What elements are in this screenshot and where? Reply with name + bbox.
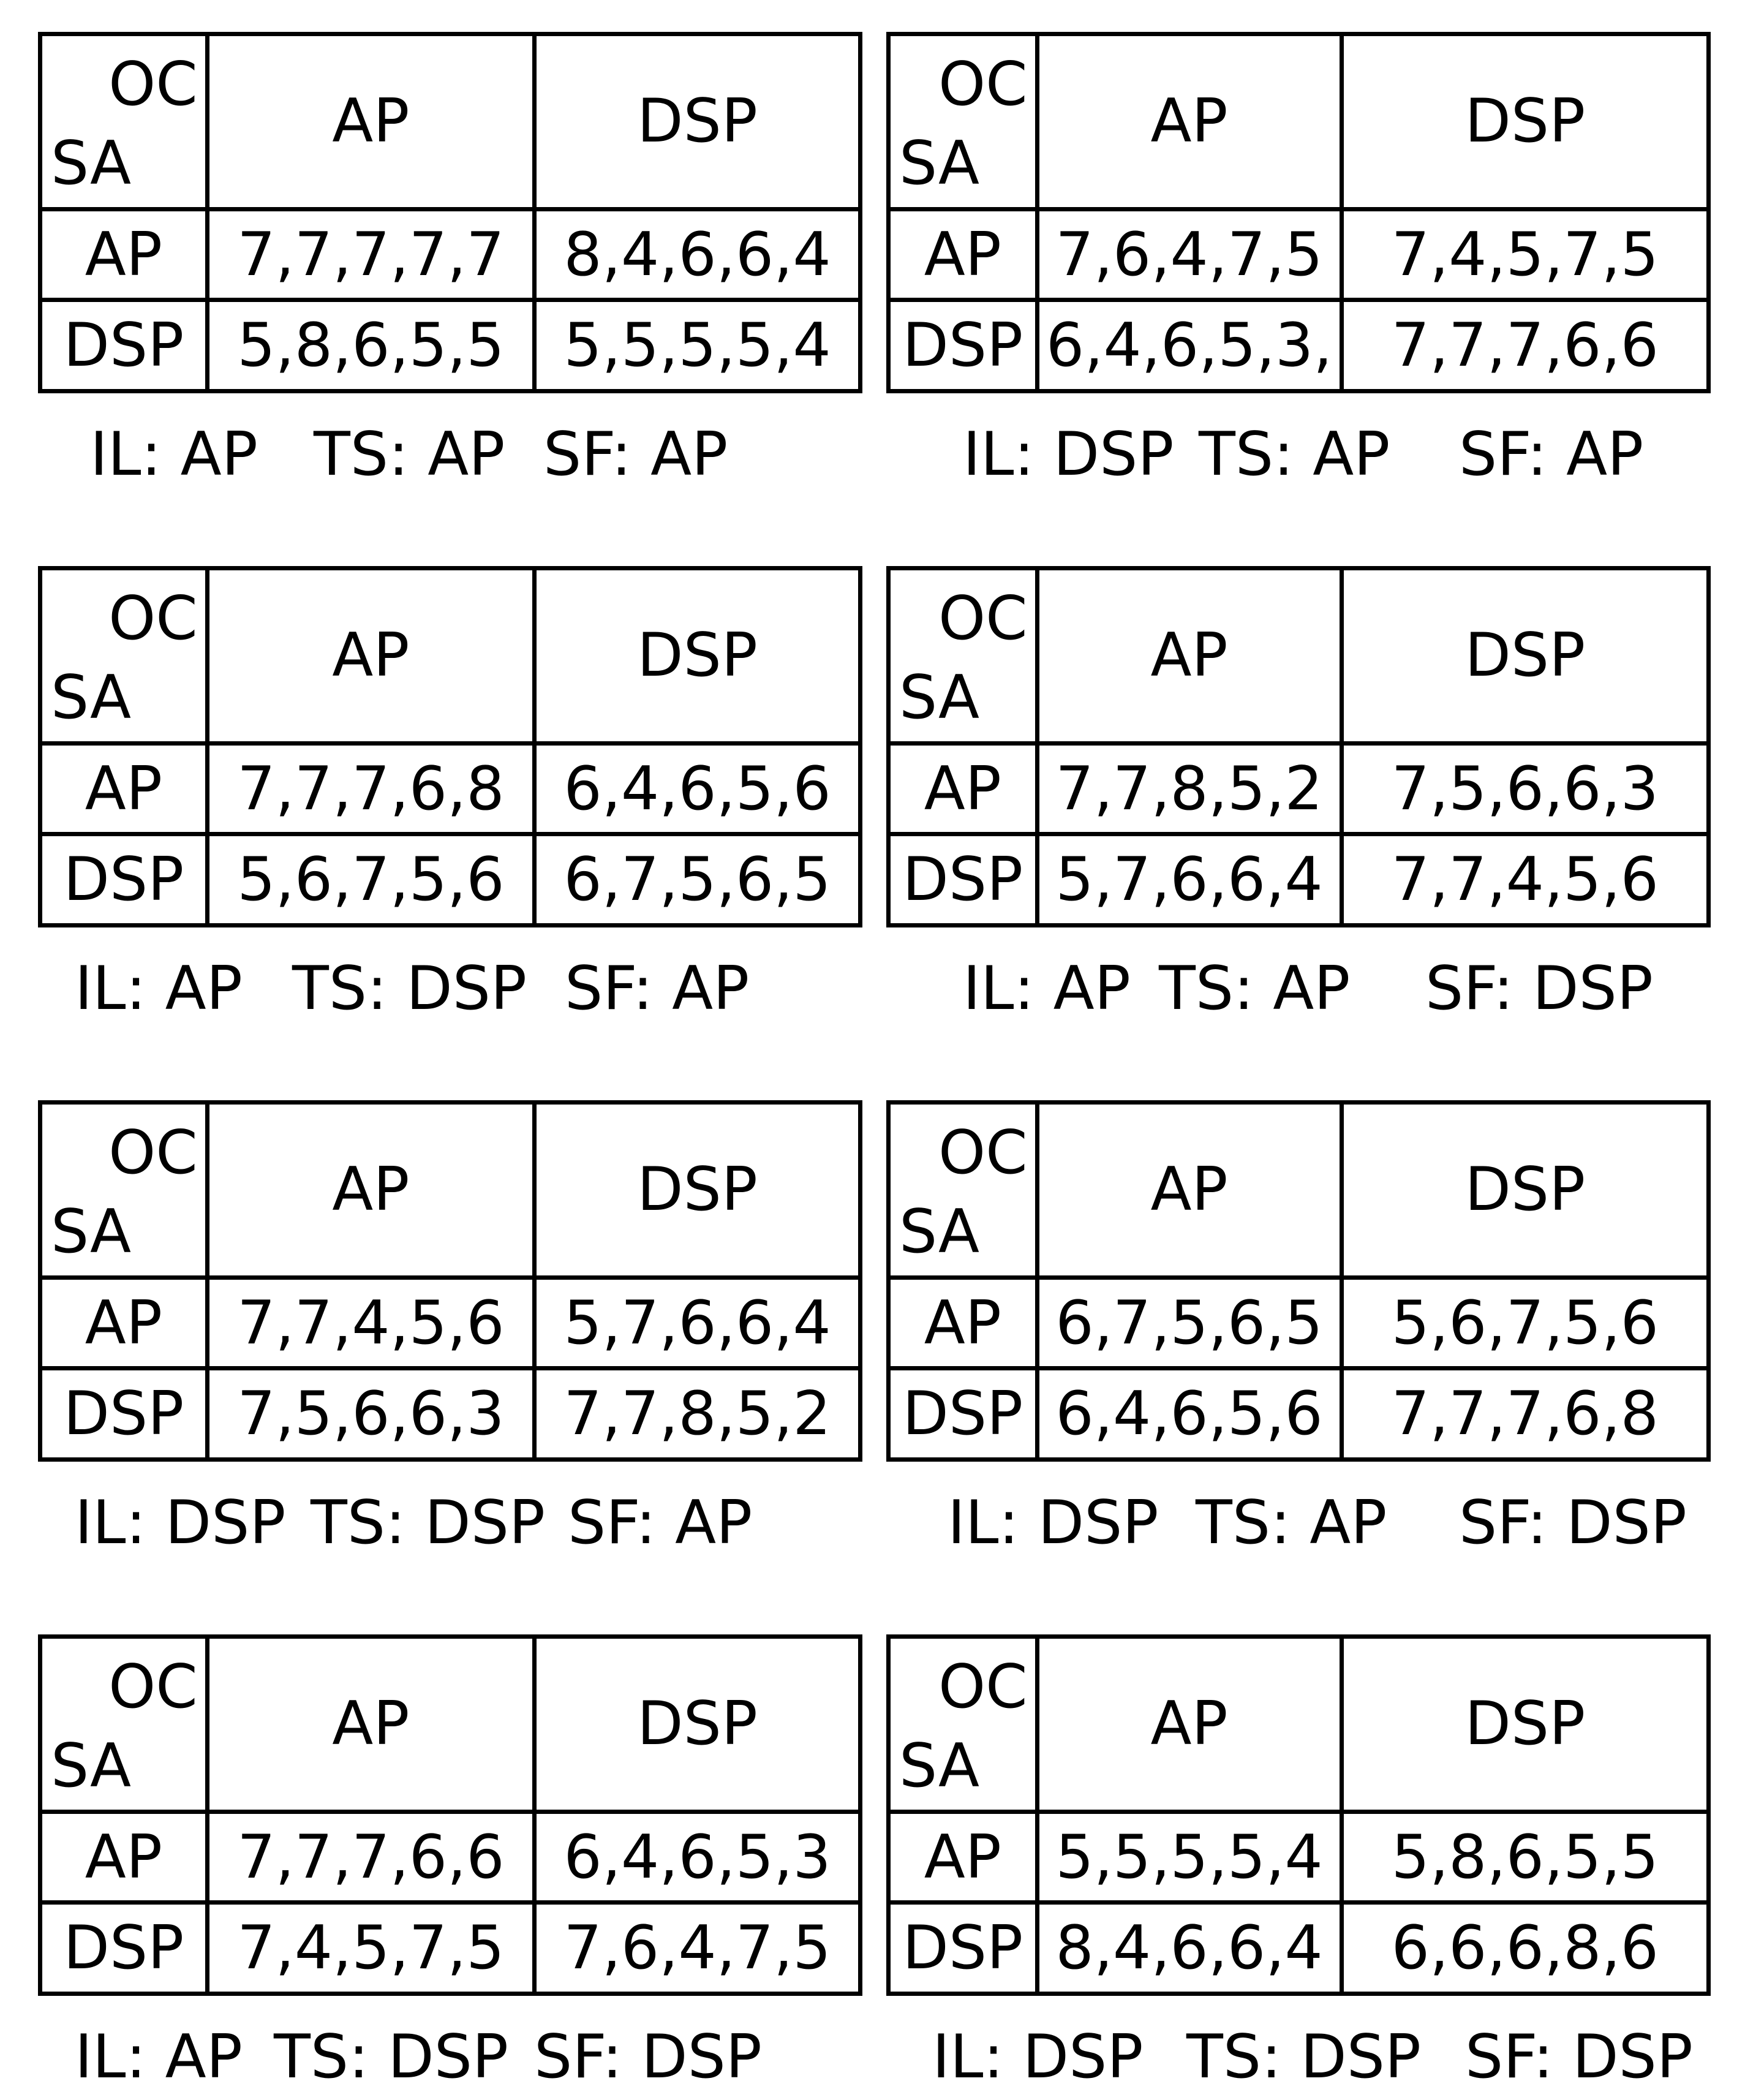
payoff-cell: 7,5,6,6,3 bbox=[1341, 743, 1708, 834]
payoff-cell: 6,4,6,5,3, bbox=[1037, 300, 1341, 391]
row-header: AP bbox=[889, 209, 1038, 300]
payoff-cell: 6,4,6,5,6 bbox=[1037, 1369, 1341, 1460]
payoff-cell: 7,7,4,5,6 bbox=[207, 1277, 534, 1369]
corner-cell bbox=[889, 568, 1038, 744]
corner-cell bbox=[40, 568, 208, 744]
payoff-cell: 8,4,6,6,4 bbox=[534, 209, 860, 300]
strategy-labels bbox=[38, 2017, 862, 2097]
strategy-labels bbox=[886, 949, 1711, 1029]
row-header: DSP bbox=[40, 300, 208, 391]
corner-cell bbox=[889, 1103, 1038, 1278]
matrix-header-row bbox=[889, 1103, 1709, 1278]
matrix-row bbox=[889, 1811, 1709, 1903]
row-header: DSP bbox=[889, 1903, 1038, 1994]
corner-cell bbox=[40, 1103, 208, 1278]
il-label: IL: DSP bbox=[932, 2022, 1144, 2092]
column-header: AP bbox=[1037, 1103, 1341, 1278]
row-header: DSP bbox=[40, 1903, 208, 1994]
payoff-matrix bbox=[38, 1634, 862, 1996]
column-header: AP bbox=[1037, 34, 1341, 210]
corner-cell bbox=[40, 34, 208, 210]
payoff-matrix bbox=[886, 32, 1711, 393]
matrix-row bbox=[889, 1277, 1709, 1369]
payoff-panel-6 bbox=[886, 1100, 1711, 1566]
il-label: IL: DSP bbox=[963, 420, 1174, 489]
row-header: AP bbox=[40, 209, 208, 300]
il-label: IL: AP bbox=[90, 420, 258, 489]
matrix-row bbox=[40, 1903, 861, 1994]
matrix-header-row bbox=[40, 34, 861, 210]
payoff-cell: 7,7,4,5,6 bbox=[1341, 834, 1708, 926]
corner-bottom-label: SA bbox=[899, 1196, 980, 1267]
payoff-cell: 5,7,6,6,4 bbox=[1037, 834, 1341, 926]
il-label: IL: DSP bbox=[948, 1488, 1159, 1558]
row-header: DSP bbox=[40, 834, 208, 926]
row-header: AP bbox=[40, 743, 208, 834]
payoff-cell: 7,7,7,6,8 bbox=[1341, 1369, 1708, 1460]
column-header: AP bbox=[1037, 568, 1341, 744]
column-header: DSP bbox=[1341, 568, 1708, 744]
ts-label: TS: AP bbox=[1159, 954, 1351, 1024]
payoff-cell: 5,8,6,5,5 bbox=[207, 300, 534, 391]
matrix-header-row bbox=[40, 568, 861, 744]
matrix-row bbox=[40, 1369, 861, 1460]
column-header: AP bbox=[207, 1103, 534, 1278]
payoff-matrix bbox=[38, 566, 862, 927]
corner-bottom-label: SA bbox=[51, 662, 132, 733]
payoff-panel-1 bbox=[38, 32, 862, 497]
row-header: DSP bbox=[40, 1369, 208, 1460]
payoff-panel-2 bbox=[886, 32, 1711, 497]
strategy-labels bbox=[38, 1483, 862, 1563]
ts-label: TS: AP bbox=[1199, 420, 1390, 489]
payoff-panel-5 bbox=[38, 1100, 862, 1566]
row-header: AP bbox=[889, 743, 1038, 834]
payoff-cell: 5,5,5,5,4 bbox=[1037, 1811, 1341, 1903]
corner-top-label: OC bbox=[938, 1118, 1028, 1188]
payoff-cell: 5,8,6,5,5 bbox=[1341, 1811, 1708, 1903]
payoff-cell: 7,6,4,7,5 bbox=[534, 1903, 860, 1994]
sf-label: SF: AP bbox=[1459, 420, 1644, 489]
payoff-cell: 6,4,6,5,6 bbox=[534, 743, 860, 834]
sf-label: SF: AP bbox=[565, 954, 750, 1024]
row-header: DSP bbox=[889, 834, 1038, 926]
row-header: AP bbox=[40, 1811, 208, 1903]
corner-cell bbox=[889, 34, 1038, 210]
payoff-cell: 7,7,8,5,2 bbox=[534, 1369, 860, 1460]
matrix-row bbox=[40, 834, 861, 926]
column-header: AP bbox=[1037, 1637, 1341, 1812]
payoff-cell: 8,4,6,6,4 bbox=[1037, 1903, 1341, 1994]
payoff-matrix bbox=[886, 1100, 1711, 1462]
payoff-cell: 5,6,7,5,6 bbox=[207, 834, 534, 926]
strategy-labels bbox=[886, 2017, 1711, 2097]
matrix-header-row bbox=[889, 34, 1709, 210]
payoff-matrix bbox=[886, 1634, 1711, 1996]
column-header: DSP bbox=[534, 568, 860, 744]
column-header: AP bbox=[207, 34, 534, 210]
corner-bottom-label: SA bbox=[899, 128, 980, 198]
payoff-cell: 7,7,7,7,7 bbox=[207, 209, 534, 300]
corner-bottom-label: SA bbox=[51, 1731, 132, 1801]
payoff-cell: 7,7,8,5,2 bbox=[1037, 743, 1341, 834]
column-header: DSP bbox=[1341, 1103, 1708, 1278]
payoff-cell: 7,7,7,6,6 bbox=[207, 1811, 534, 1903]
column-header: DSP bbox=[1341, 34, 1708, 210]
column-header: AP bbox=[207, 568, 534, 744]
row-header: AP bbox=[889, 1811, 1038, 1903]
payoff-cell: 6,6,6,8,6 bbox=[1341, 1903, 1708, 1994]
payoff-cell: 6,7,5,6,5 bbox=[534, 834, 860, 926]
corner-top-label: OC bbox=[108, 50, 198, 119]
matrix-row bbox=[889, 834, 1709, 926]
payoff-panel-7 bbox=[38, 1634, 862, 2100]
corner-top-label: OC bbox=[108, 1652, 198, 1722]
matrix-row bbox=[889, 209, 1709, 300]
column-header: AP bbox=[207, 1637, 534, 1812]
payoff-cell: 7,7,7,6,6 bbox=[1341, 300, 1708, 391]
ts-label: TS: DSP bbox=[311, 1488, 546, 1558]
ts-label: TS: AP bbox=[314, 420, 505, 489]
matrix-row bbox=[40, 1277, 861, 1369]
il-label: IL: AP bbox=[963, 954, 1131, 1024]
payoff-matrix bbox=[38, 1100, 862, 1462]
ts-label: TS: AP bbox=[1196, 1488, 1387, 1558]
matrix-header-row bbox=[889, 568, 1709, 744]
matrix-row bbox=[889, 300, 1709, 391]
il-label: IL: DSP bbox=[75, 1488, 286, 1558]
payoff-cell: 7,7,7,6,8 bbox=[207, 743, 534, 834]
strategy-labels bbox=[38, 949, 862, 1029]
column-header: DSP bbox=[534, 1637, 860, 1812]
sf-label: SF: DSP bbox=[534, 2022, 762, 2092]
corner-top-label: OC bbox=[938, 1652, 1028, 1722]
matrix-row bbox=[889, 1903, 1709, 1994]
corner-bottom-label: SA bbox=[51, 128, 132, 198]
payoff-panel-4 bbox=[886, 566, 1711, 1032]
payoff-cell: 7,4,5,7,5 bbox=[1341, 209, 1708, 300]
corner-top-label: OC bbox=[108, 584, 198, 654]
payoff-cell: 5,6,7,5,6 bbox=[1341, 1277, 1708, 1369]
il-label: IL: AP bbox=[75, 2022, 243, 2092]
payoff-cell: 5,5,5,5,4 bbox=[534, 300, 860, 391]
row-header: AP bbox=[889, 1277, 1038, 1369]
sf-label: SF: DSP bbox=[1465, 2022, 1693, 2092]
matrix-header-row bbox=[40, 1637, 861, 1812]
row-header: DSP bbox=[889, 300, 1038, 391]
matrix-row bbox=[40, 300, 861, 391]
il-label: IL: AP bbox=[75, 954, 243, 1024]
column-header: DSP bbox=[534, 1103, 860, 1278]
strategy-labels bbox=[38, 415, 862, 494]
strategy-labels bbox=[886, 415, 1711, 494]
ts-label: TS: DSP bbox=[274, 2022, 509, 2092]
matrix-row bbox=[40, 1811, 861, 1903]
sf-label: SF: AP bbox=[568, 1488, 753, 1558]
matrix-header-row bbox=[40, 1103, 861, 1278]
payoff-matrix bbox=[886, 566, 1711, 927]
sf-label: SF: DSP bbox=[1425, 954, 1653, 1024]
payoff-panel-3 bbox=[38, 566, 862, 1032]
corner-bottom-label: SA bbox=[899, 662, 980, 733]
matrix-row bbox=[40, 743, 861, 834]
sf-label: SF: DSP bbox=[1459, 1488, 1687, 1558]
row-header: AP bbox=[40, 1277, 208, 1369]
payoff-cell: 7,5,6,6,3 bbox=[207, 1369, 534, 1460]
corner-top-label: OC bbox=[938, 50, 1028, 119]
row-header: DSP bbox=[889, 1369, 1038, 1460]
corner-top-label: OC bbox=[108, 1118, 198, 1188]
matrix-row bbox=[40, 209, 861, 300]
payoff-cell: 7,6,4,7,5 bbox=[1037, 209, 1341, 300]
matrix-row bbox=[889, 743, 1709, 834]
corner-cell bbox=[889, 1637, 1038, 1812]
corner-bottom-label: SA bbox=[51, 1196, 132, 1267]
matrix-row bbox=[889, 1369, 1709, 1460]
payoff-cell: 5,7,6,6,4 bbox=[534, 1277, 860, 1369]
corner-cell bbox=[40, 1637, 208, 1812]
strategy-labels bbox=[886, 1483, 1711, 1563]
ts-label: TS: DSP bbox=[292, 954, 527, 1024]
payoff-cell: 6,7,5,6,5 bbox=[1037, 1277, 1341, 1369]
payoff-cell: 6,4,6,5,3 bbox=[534, 1811, 860, 1903]
column-header: DSP bbox=[1341, 1637, 1708, 1812]
ts-label: TS: DSP bbox=[1186, 2022, 1422, 2092]
corner-bottom-label: SA bbox=[899, 1731, 980, 1801]
matrix-header-row bbox=[889, 1637, 1709, 1812]
column-header: DSP bbox=[534, 34, 860, 210]
corner-top-label: OC bbox=[938, 584, 1028, 654]
payoff-panel-8 bbox=[886, 1634, 1711, 2100]
sf-label: SF: AP bbox=[543, 420, 728, 489]
payoff-cell: 7,4,5,7,5 bbox=[207, 1903, 534, 1994]
payoff-matrix bbox=[38, 32, 862, 393]
